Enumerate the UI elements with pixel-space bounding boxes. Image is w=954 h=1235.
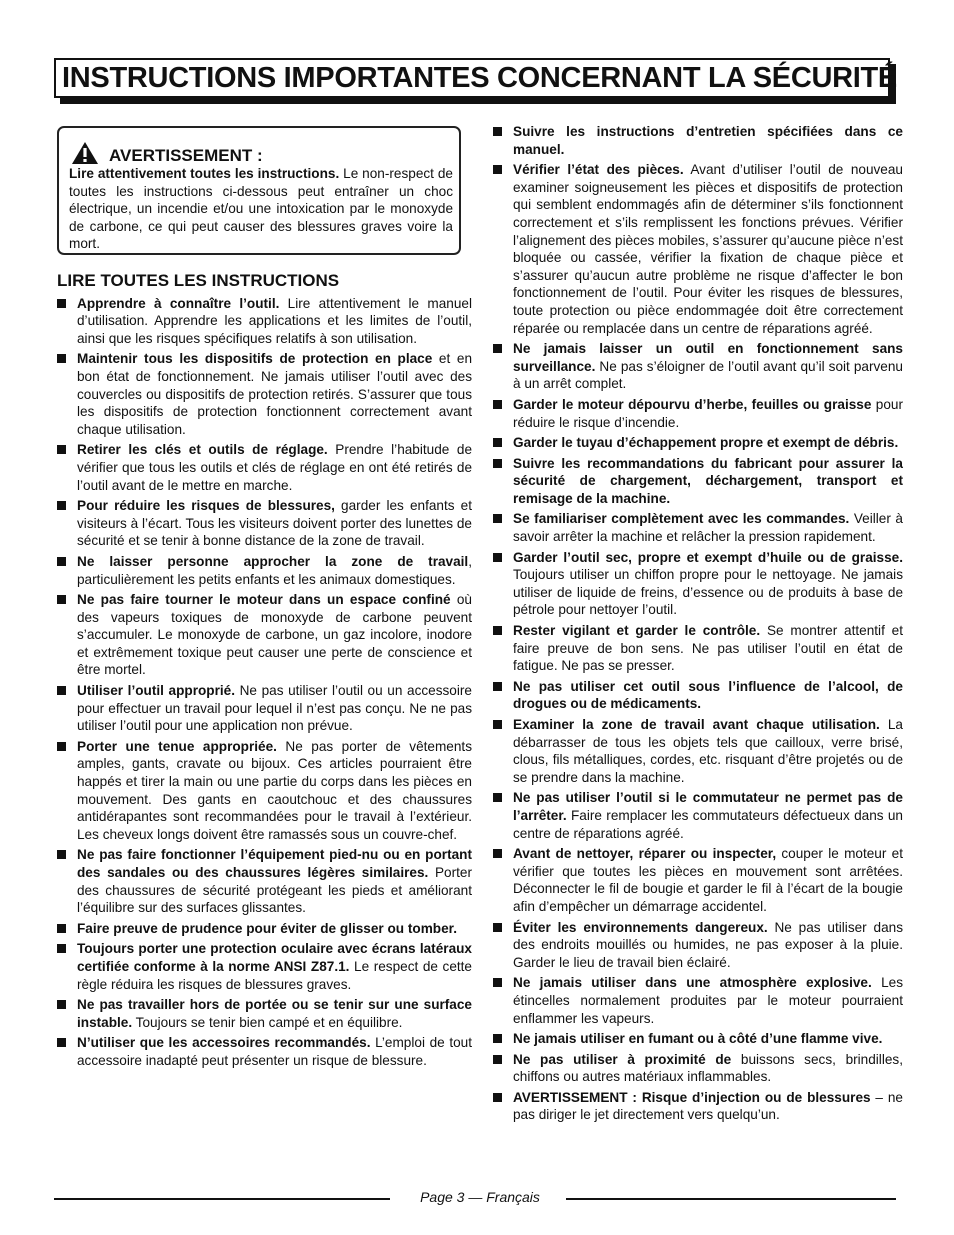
instruction-item — [493, 919, 903, 972]
instruction-item — [57, 738, 472, 844]
instruction-text: Prendre l’habitude de vérifier que tous les outils et clés de réglage en ont été retirés de l’outil avant de le mettre en marche. — [77, 442, 472, 493]
instruction-item — [493, 974, 903, 1027]
instruction-text: Les étincelles normalement produites par le moteur pourraient enflammer les vapeurs. — [513, 975, 903, 1026]
square-bullet-icon — [57, 445, 66, 454]
instruction-bold: Ne jamais utiliser en fumant ou à côté d’une flamme vive. — [513, 1031, 883, 1047]
instruction-item — [493, 1051, 903, 1086]
instruction-bold: Ne pas utiliser l’outil si le commutateur ne permet pas de l’arrêter. — [513, 790, 903, 823]
square-bullet-icon — [493, 127, 502, 136]
warning-body: Le non-respect de toutes les instructions ci-dessous peut entraîner un choc électrique, un incendie et/ou une intoxication par le monoxyde de carbone, ce qui peut causer des blessures graves voire la mort. — [69, 166, 453, 252]
instruction-text: garder les enfants et visiteurs à l’écart. Tous les visiteurs doivent porter des lunettes de sécurité et se tenir à bonne distance de la zone de travail. — [77, 498, 472, 549]
square-bullet-icon — [493, 553, 502, 562]
instruction-text: pour réduire le risque d’incendie. — [513, 396, 903, 430]
instruction-item — [57, 846, 472, 916]
square-bullet-icon — [57, 299, 66, 308]
instruction-item — [57, 591, 472, 679]
square-bullet-icon — [57, 742, 66, 751]
instruction-bold: Toujours porter une protection oculaire avec écrans latéraux certifiée conforme à la norme ANSI Z87.1. — [77, 941, 472, 974]
instruction-text: et en bon état de fonctionnement. Ne jamais utiliser l’outil avec des couvercles ou dispositifs de protection retirés. S’assurer que tous les dispositifs de protection fonctionnent correctement avant chaque utilisation. — [77, 351, 472, 437]
title-banner — [54, 58, 896, 104]
instruction-text: Se montrer attentif et faire preuve de bon sens. Ne pas utiliser l’outil en état de fatigue. Ne pas se presser. — [513, 623, 903, 674]
instruction-item — [493, 845, 903, 915]
instruction-text: couper le moteur et vérifier que toutes les pièces en mouvement sont arrêtées. Déconnecter le fil de bougie et garder le fil à l’écart de la bougie afin d’empêcher un démarrage accidentel. — [513, 846, 903, 914]
instruction-item — [57, 682, 472, 735]
square-bullet-icon — [493, 459, 502, 468]
square-bullet-icon — [493, 793, 502, 802]
instruction-text: L’emploi de tout accessoire inadapté peut présenter un risque de blessure. — [77, 1035, 472, 1068]
square-bullet-icon — [57, 557, 66, 566]
instruction-item — [57, 920, 472, 938]
warning-lead: Lire attentivement toutes les instructions. — [69, 166, 340, 181]
instruction-bold: Ne jamais utiliser dans une atmosphère explosive. — [513, 975, 872, 991]
square-bullet-icon — [57, 850, 66, 859]
instruction-item — [57, 497, 472, 550]
square-bullet-icon — [57, 924, 66, 933]
square-bullet-icon — [57, 501, 66, 510]
instruction-bold: Éviter les environnements dangereux. — [513, 919, 768, 935]
instruction-bold: Retirer les clés et outils de réglage. — [77, 442, 328, 458]
instruction-item — [57, 996, 472, 1031]
instruction-text: Ne pas utiliser l’outil ou un accessoire pour effectuer un travail pour lequel il n’est pas conçu. Ne ne pas utiliser l’outil pour une application non prévue. — [77, 683, 472, 734]
instruction-text: Le respect de cette règle réduira les risques de blessures graves. — [77, 958, 472, 992]
instruction-bold: Ne jamais laisser un outil en fonctionnement sans surveillance. — [513, 341, 903, 374]
instruction-bold: AVERTISSEMENT : Risque d’injection ou de blessures — [513, 1089, 871, 1105]
instruction-bold: Ne pas utiliser à proximité de — [513, 1051, 732, 1067]
instruction-text: buissons secs, brindilles, chiffons ou autres matériaux inflammables. — [513, 1051, 903, 1085]
instruction-bold: Se familiariser complètement avec les commandes. — [513, 511, 850, 527]
instruction-bold: Examiner la zone de travail avant chaque utilisation. — [513, 717, 880, 732]
square-bullet-icon — [493, 1093, 502, 1102]
footer-rule-left — [54, 1198, 390, 1200]
square-bullet-icon — [57, 686, 66, 695]
instruction-text: La débarrasser de tous les objets tels que cailloux, verre brisé, clous, fils métalliques, cordes, etc. risquant d’être projetés ou de se prendre dans la machine. — [513, 717, 903, 785]
instruction-text: Veiller à savoir arrêter la machine et relâcher la pression rapidement. — [513, 511, 903, 545]
instruction-item — [493, 123, 903, 158]
instruction-item — [493, 716, 903, 786]
instruction-bold: Avant de nettoyer, réparer ou inspecter, — [513, 846, 777, 862]
square-bullet-icon — [493, 626, 502, 635]
instruction-item — [493, 1089, 903, 1124]
instruction-text: où des vapeurs toxiques de monoxyde de carbone peuvent s’accumuler. Le monoxyde de carbone, un gaz incolore, inodore et extrêmement toxique peut causer une perte de conscience et être mortel. — [77, 592, 472, 678]
footer-rule-right — [566, 1198, 896, 1200]
section-heading: LIRE TOUTES LES INSTRUCTIONS — [57, 271, 340, 290]
title-box — [54, 58, 897, 98]
instruction-bold: Ne pas utiliser cet outil sous l’influence de l’alcool, de drogues ou de médicaments. — [513, 678, 903, 712]
square-bullet-icon — [493, 849, 502, 858]
instruction-bold: Suivre les instructions d’entretien spécifiées dans ce manuel. — [513, 124, 903, 157]
square-bullet-icon — [493, 400, 502, 409]
left-column — [57, 272, 472, 1073]
left-instruction-list — [57, 295, 472, 1070]
right-column — [493, 123, 903, 1127]
instruction-text: Lire attentivement le manuel d’utilisation. Apprendre les applications et les limites de l’outil, ainsi que les risques spécifiques relatifs à son utilisation. — [77, 295, 472, 346]
square-bullet-icon — [493, 438, 502, 447]
instruction-bold: Garder l’outil sec, propre et exempt d’huile ou de graisse. — [513, 549, 903, 565]
instruction-text: Toujours se tenir bien campé et en équilibre. — [132, 1014, 403, 1030]
instruction-bold: Rester vigilant et garder le contrôle. — [513, 623, 761, 639]
right-instruction-list — [493, 123, 903, 1124]
instruction-bold: Ne laisser personne approcher la zone de travail — [77, 553, 469, 569]
instruction-item — [493, 396, 903, 431]
instruction-text: Ne pas s’éloigner de l’outil avant qu’il soit parvenu à un arrêt complet. — [513, 358, 903, 392]
instruction-item — [493, 1030, 903, 1048]
instruction-bold: Maintenir tous les dispositifs de protection en place — [77, 351, 433, 367]
instruction-text: Faire remplacer les commutateurs défectueux dans un centre de réparations agréé. — [513, 807, 903, 841]
instruction-bold: N’utiliser que les accessoires recommandés. — [77, 1035, 371, 1051]
instruction-bold: Faire preuve de prudence pour éviter de glisser ou tomber. — [77, 920, 457, 936]
instruction-item — [57, 441, 472, 494]
instruction-item — [493, 455, 903, 508]
square-bullet-icon — [57, 354, 66, 363]
instruction-item — [493, 161, 903, 337]
instruction-item — [493, 340, 903, 393]
warning-box — [57, 126, 461, 255]
warning-text — [69, 165, 453, 253]
instruction-bold: Vérifier l’état des pièces. — [513, 162, 684, 178]
instruction-item — [493, 549, 903, 619]
instruction-item — [57, 940, 472, 993]
instruction-text: Ne pas utiliser dans des endroits mouillés ou humides, ne pas exposer à la pluie. Garder le lieu de travail bien éclairé. — [513, 919, 904, 970]
warning-header — [71, 140, 263, 166]
square-bullet-icon — [493, 165, 502, 174]
square-bullet-icon — [493, 514, 502, 523]
square-bullet-icon — [493, 1034, 502, 1043]
instruction-item — [493, 510, 903, 545]
instruction-item — [493, 622, 903, 675]
square-bullet-icon — [493, 720, 502, 729]
instruction-text: Porter des chaussures de sécurité protégeant les pieds et améliorant l’équilibre sur des surfaces glissantes. — [77, 865, 472, 916]
instruction-item — [493, 789, 903, 842]
instruction-bold: Garder le moteur dépourvu d’herbe, feuilles ou graisse — [513, 396, 872, 412]
instruction-item — [493, 678, 903, 713]
square-bullet-icon — [57, 1038, 66, 1047]
instruction-text: – ne pas diriger le jet directement vers quelqu’un. — [513, 1089, 903, 1123]
square-bullet-icon — [493, 978, 502, 987]
instruction-text: Ne pas porter de vêtements amples, gants, cravate ou bijoux. Ces articles pourraient être happés et tirer la main ou une partie du corps dans les pièces en mouvement. Des gants en caoutchouc et des chaussures antidérapantes sont recommandées pour le travail à l’extérieur. Les cheveux longs doivent être ramassés sous un couvre-chef. — [77, 738, 472, 842]
square-bullet-icon — [57, 595, 66, 604]
instruction-item — [493, 434, 903, 452]
square-bullet-icon — [493, 923, 502, 932]
instruction-bold: Utiliser l’outil approprié. — [77, 683, 235, 699]
square-bullet-icon — [57, 944, 66, 953]
instruction-text: , particulièrement les petits enfants et les animaux domestiques. — [77, 553, 472, 587]
instruction-bold: Ne pas faire fonctionner l’équipement pied-nu ou en portant des sandales ou des chaussures légères similaires. — [77, 847, 472, 880]
page-footer: Page 3 — Français — [420, 1189, 540, 1205]
instruction-item — [57, 553, 472, 588]
instruction-text: Toujours utiliser un chiffon propre pour le nettoyage. Ne jamais utiliser de liquide de freins, d’essence ou de produits à base de pétrole pour nettoyer l’outil. — [513, 567, 903, 618]
warning-heading: AVERTISSEMENT : — [109, 146, 263, 165]
instruction-bold: Ne pas faire tourner le moteur dans un espace confiné — [77, 592, 451, 608]
square-bullet-icon — [493, 1055, 502, 1064]
instruction-bold: Garder le tuyau d’échappement propre et exempt de débris. — [513, 435, 899, 451]
square-bullet-icon — [57, 1000, 66, 1009]
instruction-bold: Apprendre à connaître l’outil. — [77, 295, 280, 311]
instruction-text: Avant d’utiliser l’outil de nouveau examiner soigneusement les pièces et dispositifs de protection qui semblent endommagés afin de déterminer s’ils fonctionnent correctement et s’ils remplissent les fonctions prévues. Vérifier l’alignement des pièces mobiles, s’assurer qu’aucune pièce n’est bloquée ou cassée, vérifier la fixation de chaque pièce et s’assurer qu’aucun autre problème ne risque d’affecter le bon fonctionnement de l’outil. Pour éviter les risques de blessures, toute protection ou pièce endommagée doit être correctement réparée ou remplacée dans un centre de réparations agréé. — [513, 162, 903, 336]
instruction-bold: Ne pas travailler hors de portée ou se tenir sur une surface instable. — [77, 997, 472, 1030]
square-bullet-icon — [493, 344, 502, 353]
warning-triangle-icon — [71, 141, 99, 165]
square-bullet-icon — [493, 682, 502, 691]
instruction-item — [57, 1034, 472, 1069]
instruction-item — [57, 350, 472, 438]
instruction-bold: Porter une tenue appropriée. — [77, 738, 277, 754]
page-title: INSTRUCTIONS IMPORTANTES CONCERNANT LA SÉCURITÉ — [62, 62, 897, 94]
instruction-bold: Pour réduire les risques de blessures, — [77, 498, 335, 514]
instruction-item — [57, 295, 472, 348]
instruction-bold: Suivre les recommandations du fabricant pour assurer la sécurité de chargement, déchargement, transport et remisage de la machine. — [513, 455, 903, 506]
